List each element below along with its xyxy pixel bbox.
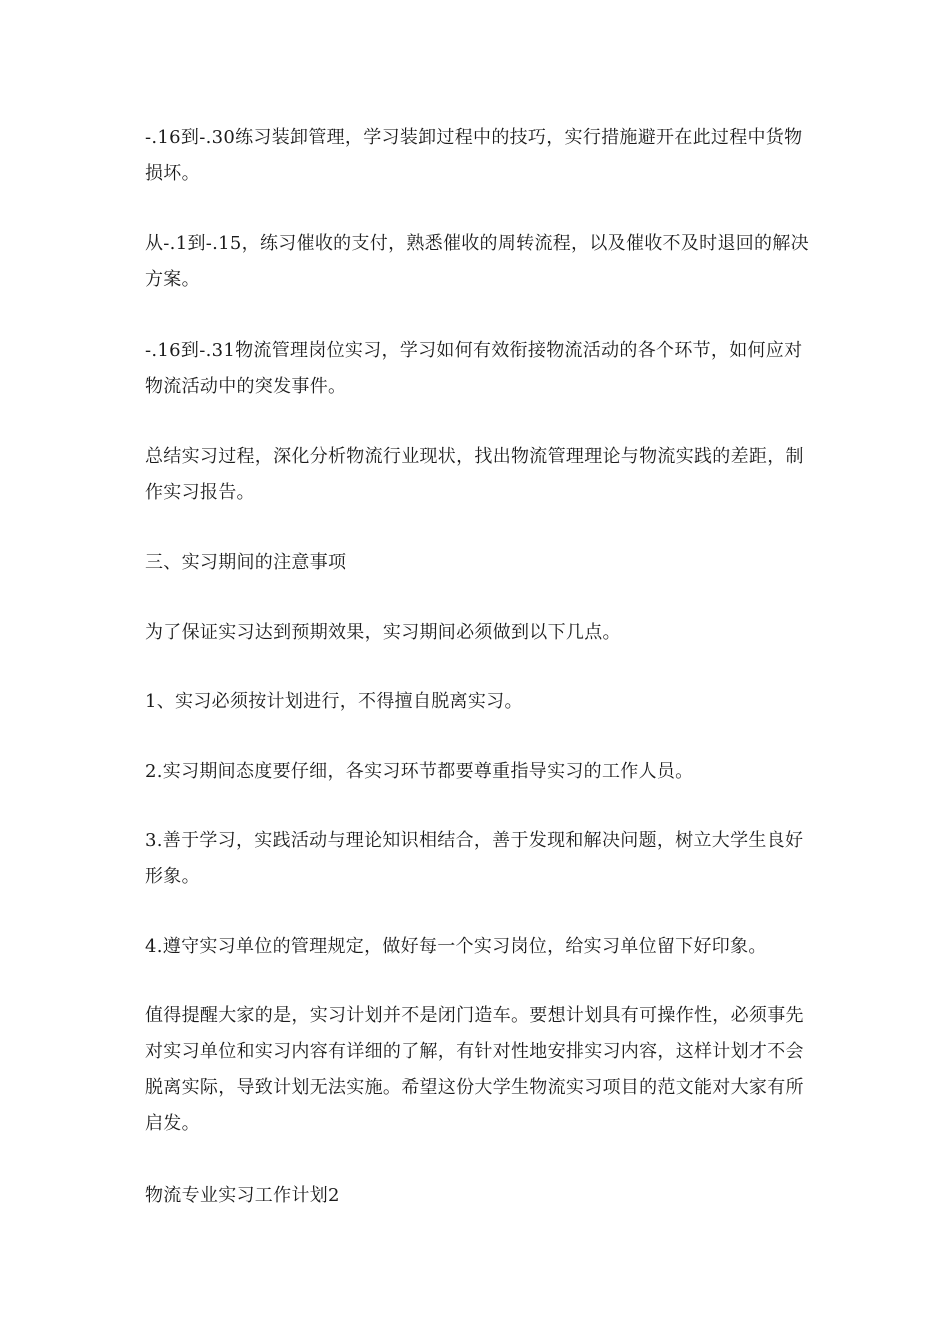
list-item-4: 4.遵守实习单位的管理规定，做好每一个实习岗位，给实习单位留下好印象。 [145,936,767,957]
paragraph-reminder: 值得提醒大家的是，实习计划并不是闭门造车。要想计划具有可操作性，必须事先对实习单位和实习内容有详细的了解，有针对性地安排实习内容，这样计划才不会脱离实际，导致计划无法实施。希望这份大学生物流实习项目的范文能对大家有所启发。 [145,1005,804,1134]
paragraph-summary-report: 总结实习过程，深化分析物流行业现状，找出物流管理理论与物流实践的差距，制作实习报告。 [145,446,804,503]
section-heading-notes: 三、实习期间的注意事项 [145,552,347,573]
list-item-3: 3.善于学习，实践活动与理论知识相结合，善于发现和解决问题，树立大学生良好形象。 [145,830,804,887]
list-item-2: 2.实习期间态度要仔细，各实习环节都要尊重指导实习的工作人员。 [145,761,694,782]
paragraph-logistics-post: -.16到-.31物流管理岗位实习，学习如何有效衔接物流活动的各个环节，如何应对物流活动中的突发事件。 [145,340,803,397]
list-item-1: 1、实习必须按计划进行，不得擅自脱离实习。 [145,691,523,712]
paragraph-notes-intro: 为了保证实习达到预期效果，实习期间必须做到以下几点。 [145,622,621,643]
paragraph-collection-payment: 从-.1到-.15，练习催收的支付，熟悉催收的周转流程，以及催收不及时退回的解决方案。 [145,233,809,290]
section-title-plan-2: 物流专业实习工作计划2 [145,1185,340,1206]
paragraph-loading-management: -.16到-.30练习装卸管理，学习装卸过程中的技巧，实行措施避开在此过程中货物损坏。 [145,127,803,184]
